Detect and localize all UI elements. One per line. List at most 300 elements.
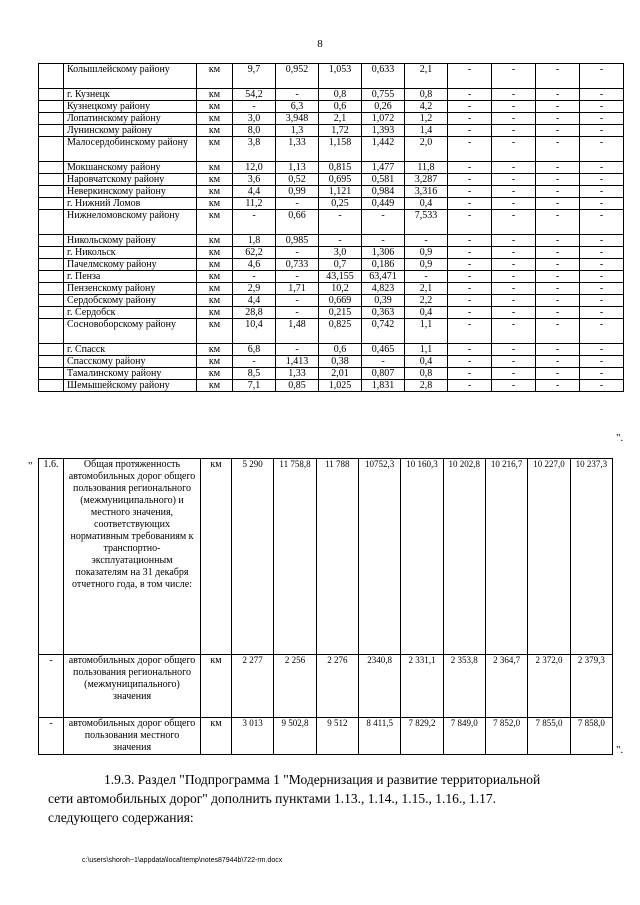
row-number-cell: -: [39, 655, 64, 718]
table-row: [39, 235, 624, 247]
value-cell: -: [448, 259, 492, 271]
value-cell: 8,0: [233, 125, 276, 137]
total-roads-table: [38, 458, 613, 755]
row-index-cell: [39, 271, 64, 283]
row-index-cell: [39, 368, 64, 380]
unit-cell: км: [197, 89, 233, 101]
unit-cell: км: [197, 259, 233, 271]
value-cell: -: [492, 186, 536, 198]
value-cell: -: [580, 307, 624, 319]
value-cell: 0,39: [362, 295, 405, 307]
unit-cell: км: [197, 235, 233, 247]
value-cell: -: [492, 319, 536, 344]
value-cell: -: [492, 344, 536, 356]
value-cell: -: [536, 64, 580, 89]
unit-cell: км: [197, 113, 233, 125]
value-cell: -: [536, 259, 580, 271]
value-cell: 1,025: [319, 380, 362, 392]
value-cell: -: [536, 235, 580, 247]
value-cell: -: [580, 319, 624, 344]
unit-cell: км: [201, 718, 232, 755]
value-cell: 4,6: [233, 259, 276, 271]
district-name-cell: Сердобскому району: [64, 295, 197, 307]
district-name-cell: Нижнеломовскому району: [64, 210, 197, 235]
unit-cell: км: [197, 344, 233, 356]
value-cell: 1,442: [362, 137, 405, 162]
value-cell: 3,6: [233, 174, 276, 186]
page-number: 8: [317, 38, 323, 50]
value-cell: -: [492, 137, 536, 162]
value-cell: 8 411,5: [358, 718, 400, 755]
value-cell: -: [580, 247, 624, 259]
value-cell: -: [580, 295, 624, 307]
district-name-cell: Никольскому району: [64, 235, 197, 247]
roads-by-district-table: [38, 63, 624, 392]
unit-cell: км: [197, 368, 233, 380]
value-cell: 2 277: [232, 655, 274, 718]
value-cell: 0,363: [362, 307, 405, 319]
value-cell: -: [580, 283, 624, 295]
value-cell: 4,2: [405, 101, 448, 113]
value-cell: -: [319, 235, 362, 247]
value-cell: -: [536, 162, 580, 174]
value-cell: 8,5: [233, 368, 276, 380]
value-cell: -: [536, 113, 580, 125]
value-cell: 0,8: [405, 368, 448, 380]
value-cell: 63,471: [362, 271, 405, 283]
value-cell: -: [492, 368, 536, 380]
value-cell: 9 502,8: [274, 718, 316, 755]
table-row: [39, 459, 613, 655]
table-row: [39, 162, 624, 174]
value-cell: 0,633: [362, 64, 405, 89]
district-name-cell: Пачелмскому району: [64, 259, 197, 271]
row-index-cell: [39, 113, 64, 125]
district-name-cell: Неверкинскому району: [64, 186, 197, 198]
value-cell: -: [536, 319, 580, 344]
value-cell: -: [492, 113, 536, 125]
value-cell: -: [448, 162, 492, 174]
value-cell: -: [362, 356, 405, 368]
value-cell: -: [448, 198, 492, 210]
value-cell: 0,52: [276, 174, 319, 186]
value-cell: 3 013: [232, 718, 274, 755]
value-cell: -: [492, 295, 536, 307]
value-cell: 0,952: [276, 64, 319, 89]
value-cell: -: [580, 101, 624, 113]
value-cell: -: [448, 174, 492, 186]
value-cell: 0,6: [319, 344, 362, 356]
row-index-cell: [39, 247, 64, 259]
table-row: [39, 356, 624, 368]
value-cell: -: [276, 89, 319, 101]
value-cell: -: [448, 137, 492, 162]
indicator-name-cell: Общая протяженность автомобильных дорог общего пользования регионального (межмуниципального) и местного значения, соответствующих нормативным требованиям к транспортно-эксплуатационным показателям на 31 декабря отчетного года, в том числе:: [64, 459, 201, 655]
value-cell: 2,1: [319, 113, 362, 125]
unit-cell: км: [197, 137, 233, 162]
value-cell: -: [536, 89, 580, 101]
value-cell: -: [492, 101, 536, 113]
value-cell: 2 256: [274, 655, 316, 718]
value-cell: -: [448, 235, 492, 247]
value-cell: -: [580, 64, 624, 89]
value-cell: -: [362, 235, 405, 247]
value-cell: -: [405, 271, 448, 283]
table-row: [39, 295, 624, 307]
row-index-cell: [39, 64, 64, 89]
value-cell: -: [580, 356, 624, 368]
value-cell: -: [448, 319, 492, 344]
value-cell: 0,755: [362, 89, 405, 101]
value-cell: -: [448, 247, 492, 259]
value-cell: -: [233, 356, 276, 368]
value-cell: -: [233, 271, 276, 283]
value-cell: 2,1: [405, 64, 448, 89]
table-row: [39, 718, 613, 755]
value-cell: -: [536, 356, 580, 368]
value-cell: -: [276, 271, 319, 283]
value-cell: 1,413: [276, 356, 319, 368]
unit-cell: км: [197, 295, 233, 307]
value-cell: -: [492, 89, 536, 101]
value-cell: -: [448, 368, 492, 380]
district-name-cell: Мокшанскому району: [64, 162, 197, 174]
value-cell: 1,1: [405, 344, 448, 356]
value-cell: 0,9: [405, 247, 448, 259]
value-cell: 0,695: [319, 174, 362, 186]
value-cell: -: [580, 186, 624, 198]
value-cell: 0,4: [405, 356, 448, 368]
value-cell: 4,4: [233, 295, 276, 307]
value-cell: -: [536, 198, 580, 210]
district-name-cell: Лопатинскому району: [64, 113, 197, 125]
indicator-name-cell: автомобильных дорог общего пользования регионального (межмуниципального) значения: [64, 655, 201, 718]
district-name-cell: Кузнецкому району: [64, 101, 197, 113]
value-cell: 1,8: [233, 235, 276, 247]
value-cell: 6,8: [233, 344, 276, 356]
closing-quote: ".: [616, 432, 624, 444]
value-cell: 10 227,0: [528, 459, 570, 655]
value-cell: 0,66: [276, 210, 319, 235]
table-row: [39, 247, 624, 259]
value-cell: -: [276, 198, 319, 210]
value-cell: 62,2: [233, 247, 276, 259]
value-cell: 2 372,0: [528, 655, 570, 718]
value-cell: -: [448, 356, 492, 368]
value-cell: -: [536, 247, 580, 259]
row-index-cell: [39, 137, 64, 162]
row-index-cell: [39, 125, 64, 137]
value-cell: 0,733: [276, 259, 319, 271]
unit-cell: км: [201, 459, 232, 655]
district-name-cell: г. Сердобск: [64, 307, 197, 319]
value-cell: 11,8: [405, 162, 448, 174]
row-index-cell: [39, 210, 64, 235]
value-cell: -: [580, 198, 624, 210]
value-cell: 0,186: [362, 259, 405, 271]
table-row: [39, 368, 624, 380]
table-row: [39, 174, 624, 186]
value-cell: 1,2: [405, 113, 448, 125]
value-cell: 4,823: [362, 283, 405, 295]
value-cell: 0,26: [362, 101, 405, 113]
value-cell: -: [492, 356, 536, 368]
district-name-cell: Пензенскому району: [64, 283, 197, 295]
value-cell: -: [580, 380, 624, 392]
row-index-cell: [39, 380, 64, 392]
paragraph-line-3: следующего содержания:: [48, 810, 194, 825]
district-name-cell: Спасскому району: [64, 356, 197, 368]
value-cell: 0,4: [405, 307, 448, 319]
value-cell: 3,948: [276, 113, 319, 125]
value-cell: 0,6: [319, 101, 362, 113]
value-cell: 0,215: [319, 307, 362, 319]
row-index-cell: [39, 89, 64, 101]
value-cell: 1,072: [362, 113, 405, 125]
value-cell: 2 379,3: [570, 655, 612, 718]
value-cell: 1,13: [276, 162, 319, 174]
paragraph-line-2: сети автомобильных дорог" дополнить пунктами 1.13., 1.14., 1.15., 1.16., 1.17.: [48, 791, 496, 806]
row-index-cell: [39, 186, 64, 198]
value-cell: -: [536, 186, 580, 198]
value-cell: 7 852,0: [485, 718, 527, 755]
value-cell: 11 788: [316, 459, 358, 655]
row-index-cell: [39, 259, 64, 271]
value-cell: 0,8: [319, 89, 362, 101]
district-name-cell: г. Нижний Ломов: [64, 198, 197, 210]
value-cell: -: [233, 210, 276, 235]
value-cell: -: [492, 307, 536, 319]
value-cell: 11,2: [233, 198, 276, 210]
unit-cell: км: [197, 101, 233, 113]
unit-cell: км: [197, 125, 233, 137]
value-cell: -: [448, 113, 492, 125]
value-cell: -: [492, 247, 536, 259]
value-cell: -: [448, 89, 492, 101]
value-cell: 7 858,0: [570, 718, 612, 755]
value-cell: 0,8: [405, 89, 448, 101]
table-row: [39, 89, 624, 101]
value-cell: 7,1: [233, 380, 276, 392]
district-name-cell: Сосновоборскому району: [64, 319, 197, 344]
value-cell: 3,0: [319, 247, 362, 259]
table-row: [39, 137, 624, 162]
value-cell: -: [536, 271, 580, 283]
value-cell: 0,669: [319, 295, 362, 307]
value-cell: -: [492, 198, 536, 210]
value-cell: -: [276, 247, 319, 259]
value-cell: 10 202,8: [443, 459, 485, 655]
district-name-cell: г. Пенза: [64, 271, 197, 283]
table-row: [39, 319, 624, 344]
value-cell: -: [536, 344, 580, 356]
value-cell: 10 237,3: [570, 459, 612, 655]
value-cell: 2,9: [233, 283, 276, 295]
value-cell: 1,393: [362, 125, 405, 137]
value-cell: -: [276, 307, 319, 319]
value-cell: 0,7: [319, 259, 362, 271]
indicator-name-cell: автомобильных дорог общего пользования местного значения: [64, 718, 201, 755]
value-cell: -: [492, 64, 536, 89]
value-cell: 1,831: [362, 380, 405, 392]
table-row: [39, 259, 624, 271]
value-cell: 2,8: [405, 380, 448, 392]
value-cell: -: [536, 295, 580, 307]
value-cell: -: [492, 125, 536, 137]
value-cell: -: [536, 125, 580, 137]
value-cell: 0,581: [362, 174, 405, 186]
value-cell: 1,72: [319, 125, 362, 137]
table-row: [39, 283, 624, 295]
value-cell: 3,316: [405, 186, 448, 198]
value-cell: -: [580, 174, 624, 186]
value-cell: -: [580, 368, 624, 380]
value-cell: 7 829,2: [401, 718, 443, 755]
value-cell: -: [448, 307, 492, 319]
value-cell: -: [580, 137, 624, 162]
value-cell: 1,71: [276, 283, 319, 295]
value-cell: 2 364,7: [485, 655, 527, 718]
value-cell: -: [448, 210, 492, 235]
value-cell: 2,2: [405, 295, 448, 307]
row-index-cell: [39, 198, 64, 210]
table-row: [39, 210, 624, 235]
value-cell: 10 216,7: [485, 459, 527, 655]
value-cell: 1,48: [276, 319, 319, 344]
value-cell: 1,306: [362, 247, 405, 259]
value-cell: -: [276, 344, 319, 356]
row-index-cell: [39, 295, 64, 307]
value-cell: -: [580, 89, 624, 101]
unit-cell: км: [197, 247, 233, 259]
row-index-cell: [39, 344, 64, 356]
table-row: [39, 64, 624, 89]
value-cell: -: [536, 283, 580, 295]
amendment-paragraph: [48, 770, 604, 827]
unit-cell: км: [197, 174, 233, 186]
value-cell: 2,01: [319, 368, 362, 380]
row-index-cell: [39, 356, 64, 368]
value-cell: 0,25: [319, 198, 362, 210]
value-cell: -: [448, 380, 492, 392]
unit-cell: км: [197, 271, 233, 283]
value-cell: -: [448, 125, 492, 137]
unit-cell: км: [197, 283, 233, 295]
value-cell: 10,2: [319, 283, 362, 295]
value-cell: 1,053: [319, 64, 362, 89]
value-cell: -: [492, 259, 536, 271]
value-cell: -: [580, 344, 624, 356]
value-cell: -: [448, 295, 492, 307]
unit-cell: км: [201, 655, 232, 718]
district-name-cell: Наровчатскому району: [64, 174, 197, 186]
unit-cell: км: [197, 307, 233, 319]
value-cell: 0,85: [276, 380, 319, 392]
district-name-cell: г. Никольск: [64, 247, 197, 259]
value-cell: 0,38: [319, 356, 362, 368]
value-cell: -: [492, 174, 536, 186]
unit-cell: км: [197, 64, 233, 89]
paragraph-line-1: 1.9.3. Раздел "Подпрограмма 1 "Модернизация и развитие территориальной: [104, 772, 541, 787]
row-index-cell: [39, 319, 64, 344]
district-name-cell: Малосердобинскому району: [64, 137, 197, 162]
unit-cell: км: [197, 198, 233, 210]
value-cell: -: [580, 162, 624, 174]
value-cell: 0,984: [362, 186, 405, 198]
value-cell: 1,33: [276, 368, 319, 380]
value-cell: 12,0: [233, 162, 276, 174]
district-name-cell: Тамалинскому району: [64, 368, 197, 380]
value-cell: -: [448, 101, 492, 113]
row-index-cell: [39, 283, 64, 295]
value-cell: -: [536, 210, 580, 235]
value-cell: -: [233, 101, 276, 113]
district-name-cell: г. Кузнецк: [64, 89, 197, 101]
value-cell: 0,985: [276, 235, 319, 247]
value-cell: 1,121: [319, 186, 362, 198]
value-cell: -: [580, 210, 624, 235]
value-cell: 0,9: [405, 259, 448, 271]
value-cell: -: [536, 307, 580, 319]
district-name-cell: Лунинскому району: [64, 125, 197, 137]
value-cell: -: [536, 380, 580, 392]
value-cell: 2340,8: [358, 655, 400, 718]
value-cell: -: [276, 295, 319, 307]
unit-cell: км: [197, 356, 233, 368]
table-row: [39, 113, 624, 125]
value-cell: -: [448, 344, 492, 356]
value-cell: 0,4: [405, 198, 448, 210]
value-cell: 7 849,0: [443, 718, 485, 755]
value-cell: 28,8: [233, 307, 276, 319]
value-cell: -: [448, 64, 492, 89]
unit-cell: км: [197, 319, 233, 344]
value-cell: -: [536, 174, 580, 186]
value-cell: -: [536, 101, 580, 113]
district-name-cell: Колышлейскому району: [64, 64, 197, 89]
value-cell: 1,477: [362, 162, 405, 174]
value-cell: 2 276: [316, 655, 358, 718]
table-row: [39, 125, 624, 137]
opening-quote: ": [28, 460, 33, 472]
value-cell: 2,1: [405, 283, 448, 295]
value-cell: -: [492, 210, 536, 235]
row-index-cell: [39, 307, 64, 319]
value-cell: 1,33: [276, 137, 319, 162]
value-cell: 0,825: [319, 319, 362, 344]
value-cell: -: [580, 113, 624, 125]
district-name-cell: Шемышейскому району: [64, 380, 197, 392]
value-cell: -: [580, 259, 624, 271]
value-cell: 7,533: [405, 210, 448, 235]
value-cell: 0,742: [362, 319, 405, 344]
value-cell: -: [362, 210, 405, 235]
value-cell: -: [492, 283, 536, 295]
value-cell: -: [492, 162, 536, 174]
value-cell: -: [448, 283, 492, 295]
row-index-cell: [39, 174, 64, 186]
value-cell: 10,4: [233, 319, 276, 344]
value-cell: -: [580, 235, 624, 247]
footer-file-path: c:\users\shoroh~1\appdata\local\temp\notes87944b\722-rm.docx: [82, 857, 283, 864]
value-cell: -: [319, 210, 362, 235]
value-cell: 0,465: [362, 344, 405, 356]
value-cell: 1,158: [319, 137, 362, 162]
value-cell: -: [448, 186, 492, 198]
value-cell: 2,0: [405, 137, 448, 162]
table-row: [39, 655, 613, 718]
value-cell: 9,7: [233, 64, 276, 89]
